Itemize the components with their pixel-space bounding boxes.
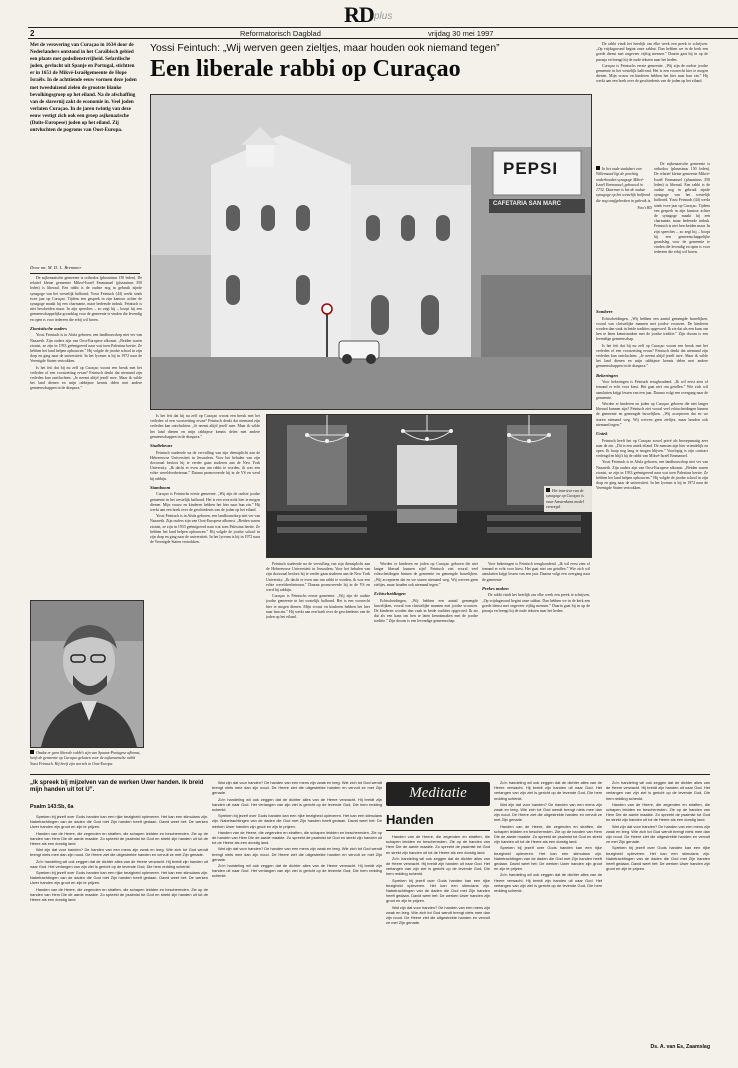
byline-rule	[30, 273, 140, 274]
bullet-icon	[546, 488, 550, 492]
meditatie-title: Handen	[386, 812, 434, 827]
body-paragraph: Curaçao is Feintuchs eerste gemeente. „Wij zijn de oudste joodse gemeente in het westelijk halfrond. Het is een voorrecht hier te mogen dienen. Mijn vrouw en kinderen hebben het hier naar hun zin.” Hij werkt aan een boek over de geschiedenis van de joden op het eiland.	[596, 63, 708, 84]
body-paragraph: Zo'n handeling wil ook zeggen dat de dichter alles van de Heere verwacht. Hij breidt zijn handen uit naar God. Het verlangen van zijn ziel is gericht op de levende God, Die hem redding schenkt.	[494, 872, 602, 894]
body-paragraph: Handen van de Heere, die zegenden en straften, die schapen leidden en beschermden. Zie op de handen van Hem Die de aarde maakte. Zo spreekt de psalmist tot God en strekt zijn handen uit tot de Heere als een dorstig land.	[212, 829, 382, 846]
interior-caption-text: Het interieur van de synagoge op Curaçao is naar Amsterdams model verzorgd.	[546, 489, 584, 509]
body-paragraph: Worden er kinderen en joden op Curaçao geboren die niet langer liberaal kunnen zijn? Feintuch ziet vooral veel echtscheidingen binnen de gemeente en gemengde huwelijken. „Wij accepteren dat en we sturen niemand weg. Wij werven geen zieltjes, maar houden ook niemand tegen.”	[374, 562, 478, 587]
page-number: 2	[30, 29, 35, 38]
body-paragraph: Wat zijn dat voor handen? De handen van een mens zijn zwak en leeg. Wie zich tot God wendt brengt niets mee dan zijn nood. De Heere ziet die uitgestrekte handen en vervult ze met Zijn genade.	[212, 846, 382, 862]
kicker: Yossi Feintuch: „Wij werven geen zieltjes, maar houden ook niemand tegen”	[150, 43, 500, 54]
body-paragraph: Yossi Feintuch is in Afula geboren, een landbouwdorp niet ver van Nazareth. Zijn ouders zijn van Oost-Europese afkomst. „Beiden waren zionist, ze zijn in 1933 geëmigreerd naar wat toen Palestina heette. Ze hebben het land helpen opbouwen.” Hij volgde de joodse school in zijn dorp en ging naar de universiteit. In het lyceum is hij in 1972 naar de Verenigde Staten vertrokken.	[150, 514, 260, 545]
body-paragraph: Wat zijn dat voor handen? De handen van een mens zijn zwak en leeg. Wie zich tot God wendt brengt niets mee dan zijn nood. De Heere ziet die uitgestrekte handen en vervult ze met Zijn genade.	[606, 823, 710, 845]
body-paragraph: Handen van de Heere, die zegenden en straften, die schapen leidden en beschermden. Zie op de handen van Hem Die de aarde maakte. Zo spreekt de psalmist tot God en strekt zijn handen uit tot de Heere als een dorstig land.	[606, 801, 710, 823]
subhead-prekes-maken: Prekes maken	[482, 585, 509, 591]
body-paragraph: Yossi Feintuch is in Afula geboren, een landbouwdorp niet ver van Nazareth. Zijn ouders zijn van Oost-Europese afkomst. „Beiden waren zionist, ze zijn in 1933 geëmigreerd naar wat toen Palestina heette. Ze hebben het land helpen opbouwen.” Hij volgde de joodse school in zijn dorp en ging naar de universiteit. In het lyceum is hij in 1972 naar de Verenigde Staten vertrokken.	[30, 333, 142, 364]
body-col-right-top	[596, 42, 708, 162]
portrait-caption	[30, 750, 142, 767]
logo-text: RD	[344, 2, 374, 27]
body-paragraph: De asjkenazische gemeente is orthodox (plusminus 150 leden). De relatief kleine gemeente Mikvé-Israël Emmanuel (plusminus 350 leden) is liberaal. Een rabbi is de oudste nog in gebruik zijnde synagoge van het westelijk halfrond. Yossi Feintuch (44) werkt sinds twee jaar op Curaçao. Tijdens een gesprek in zijn kantoor achter de synagoge maakt hij een charmante, maar bedeesde indruk. Feintuch is niet bescheiden maar. In zijn speeches – zo zegt hij – hoopt hij een gemeenschappelijke grondslag voor de gemeente te vinden die levendig en open is voor iedereen die erbij wil horen.	[30, 276, 142, 322]
body-paragraph: Voor bekeringen is Feintuch terughoudend. „Ik wil eerst zien of iemand er echt voor kiest. Het gaat niet om getallen.” Wie zich wil aansluiten krijgt lessen van een jaar. Daarna volgt een overgang naar de gemeente.	[596, 380, 708, 400]
body-paragraph: Echtscheidingen, „Wij hebben een aantal gemengde huwelijken, vooral van christelijke mannen met joodse vrouwen. De kinderen worden dan vaak in beide tradities opgevoed. Ik zie dat als een kans om hen te laten kennismaken met de joodse traditie.” Zijn droom is een levendige gemeenschap.	[596, 316, 708, 342]
logo-sub-text: plus	[374, 11, 393, 22]
body-paragraph: Spreken bij jezelf over Gods handen kan een rijke bezigheid opleveren. Het kan een stimulans zijn. Nabetrachtingen van de daden die God met Zijn handen heeft gedaan. David weet het: De werken Uwer handen zijn groot en zijn te prijzen.	[494, 845, 602, 872]
body-paragraph: Zo'n handeling wil ook zeggen dat de dichter alles van de Heere verwacht. Hij breidt zijn handen uit naar God. Het verlangen van zijn ziel is gericht op de levende God, Die hem redding schenkt.	[30, 858, 208, 869]
body-paragraph: Spreken bij jezelf over Gods handen kan een rijke bezigheid opleveren. Het kan een stimulans zijn. Nabetrachtingen van de daden die God met Zijn handen heeft gedaan. David weet het: De werken Uwer handen zijn groot en zijn te prijzen.	[606, 845, 710, 872]
body-col-center-1	[150, 414, 260, 768]
article-end-rule	[30, 774, 710, 775]
body-paragraph: Worden er kinderen en joden op Curaçao geboren die niet langer liberaal kunnen zijn? Feintuch ziet vooral veel echtscheidingen binnen de gemeente en gemengde huwelijken. „Wij accepteren dat en we sturen niemand weg. Wij werven geen zieltjes, maar houden ook niemand tegen.”	[596, 402, 708, 427]
body-paragraph: De asjkenazische gemeente is orthodox (plusminus 150 leden). De relatief kleine gemeente Mikvé-Israël Emmanuel (plusminus 350 leden) is liberaal. Een rabbi is de oudste nog in gebruik zijnde synagoge van het westelijk halfrond. Yossi Feintuch (44) werkt sinds twee jaar op Curaçao. Tijdens een gesprek in zijn kantoor achter de synagoge maakt hij een charmante, maar bedeesde indruk. Feintuch is niet bescheiden maar. In zijn speeches – zo zegt hij – hoopt hij een gemeenschappelijke grondslag voor de gemeente te vinden die levendig en open is voor iedereen die erbij wil horen.	[654, 162, 710, 255]
meditatie-title-rule	[386, 830, 490, 831]
body-paragraph: Wat zijn dat voor handen? De handen van een mens zijn zwak en leeg. Wie zich tot God wendt brengt niets mee dan zijn nood. De Heere ziet die uitgestrekte handen en vervult ze met Zijn genade.	[494, 801, 602, 823]
header-rule	[28, 27, 738, 28]
meditatie-col-2	[212, 780, 382, 1058]
body-paragraph: Handen van de Heere, die zegenden en straften, die schapen leidden en beschermden. Zie op de handen van Hem Die de aarde maakte. Zo spreekt de psalmist tot God en strekt zijn handen uit tot de Heere als een dorstig land.	[30, 886, 208, 903]
body-col-center-4	[482, 562, 590, 768]
body-col-right-mid	[596, 306, 708, 766]
body-paragraph: Handen van de Heere, die zegenden en straften, die schapen leidden en beschermden. Zie op de handen van Hem Die de aarde maakte. Zo spreekt de psalmist tot God en strekt zijn handen uit tot de Heere als een dorstig land.	[494, 823, 602, 845]
body-paragraph: Yossi Feintuch is in Afula geboren, een landbouwdorp niet ver van Nazareth. Zijn ouders zijn van Oost-Europese afkomst. „Beiden waren zionist, ze zijn in 1933 geëmigreerd naar wat toen Palestina heette. Ze hebben het land helpen opbouwen.” Hij volgde de joodse school in zijn dorp en ging naar de universiteit. In het lyceum is hij in 1972 naar de Verenigde Staten vertrokken.	[596, 460, 708, 491]
body-paragraph: Is het feit dat hij nu zelf op Curaçao woont een breuk met het verleden of een voortzetting ervan? Feintuch denkt dat niemand zijn verleden kan ontvluchten. „Je neemt altijd jezelf mee. Maar ik wilde het land dienen en mijn rabbijnse kennis delen met andere gemeenschappen in de diaspora.”	[150, 414, 260, 439]
body-paragraph: Echtscheidingen, „Wij hebben een aantal gemengde huwelijken, vooral van christelijke mannen met joodse vrouwen. De kinderen worden dan vaak in beide tradities opgevoed. Ik zie dat als een kans om hen te laten kennismaken met de joodse traditie.” Zijn droom is een levendige gemeenschap.	[374, 598, 478, 624]
meditatie-col-5	[606, 780, 710, 1038]
body-paragraph: Zo'n handeling wil ook zeggen dat de dichter alles van de Heere verwacht. Hij breidt zijn handen uit naar God. Het verlangen van zijn ziel is gericht op de levende God, Die hem redding schenkt.	[494, 780, 602, 801]
body-paragraph: Wat zijn dat voor handen? De handen van een mens zijn zwak en leeg. Wie zich tot God wendt brengt niets mee dan zijn nood. De Heere ziet die uitgestrekte handen en vervult ze met Zijn genade.	[386, 904, 490, 926]
meditatie-badge	[386, 782, 490, 806]
body-paragraph: Voor bekeringen is Feintuch terughoudend. „Ik wil eerst zien of iemand er echt voor kiest. Het gaat niet om getallen.” Wie zich wil aansluiten krijgt lessen van een jaar. Daarna volgt een overgang naar de gemeente.	[482, 562, 590, 582]
interior-photo-caption-visible	[544, 486, 592, 512]
body-paragraph: Spreken bij jezelf over Gods handen kan een rijke bezigheid opleveren. Het kan een stimulans zijn. Nabetrachtingen van de daden die God met Zijn handen heeft gedaan. David weet het: De werken Uwer handen zijn groot en zijn te prijzen.	[30, 814, 208, 830]
synagogue-caption-text: In het oude stadshart van Willemstad ligt de prachtig onderhouden synagoge Mikvé-Israël Emmanuel, gebouwd in 1732. Daarmee is het de oudste synagoge op het westelijk halfrond die nog onafgebroken in gebruik is.	[596, 167, 652, 203]
body-paragraph: Zo'n handeling wil ook zeggen dat de dichter alles van de Heere verwacht. Hij breidt zijn handen uit naar God. Het verlangen van zijn ziel is gericht op de levende God, Die hem redding schenkt.	[212, 863, 382, 879]
subhead-zionistische-ouders: Zionistische ouders	[30, 325, 67, 331]
portrait-caption-text: Omdat er geen liberale rabbi's zijn van Spaans-Portugese afkomst, heeft de gemeente op Curaçao gekozen voor de asjkenazische rabbi Yossi Feintuch. Hij heeft zijn wortels in Oost-Europa.	[30, 751, 141, 766]
subhead-uniek: Uniek	[596, 431, 608, 437]
body-paragraph: Feintuch heeft het op Curaçao zowel privé als beroepsmatig zeer naar de zin. „Dit is een uniek eiland. De mensen zijn hier vriendelijk en open. Ik hoop nog lang te mogen blijven.” Voorlopig is zijn contract verlengd en blijft hij de rabbi van Mikvé-Israël Emmanuel.	[596, 438, 708, 459]
article-intro: Met de verovering van Curaçao in 1634 door de Nederlanders ontstond in het Caraïbisch gebied een plaats met godsdienstvrijheid. Sefardische joden, gevlucht uit Spanje en Portugal, stichtten er in 1651 de Mikvé-Israëlgemeente de Hope Israëls. In de achttiende eeuw vormen deze joden met tweeduizend zielen de grootste blanke bevolkingsgroep op het eiland. Na de afschaffing van de slavernij zakt de economie in. Veel joden verlaten Curaçao. In de jaren twintig van deze eeuw vestigt zich ook een groep asjkenazische (Duits-Europese) joden op het eiland. Zij ontvluchten de pogroms van Oost-Europa.	[30, 42, 137, 134]
meditatie-author: Ds. A. van Es, Zaamslag	[650, 1044, 710, 1050]
subhead-stamboom: Stamboom	[150, 484, 171, 490]
photo-credit: Foto's RD	[637, 206, 652, 211]
subhead-studiebeurs: Studiebeurs	[150, 443, 173, 449]
body-paragraph: Spreken bij jezelf over Gods handen kan een rijke bezigheid opleveren. Het kan een stimulans zijn. Nabetrachtingen van de daden die God met Zijn handen heeft gedaan. David weet het: De werken Uwer handen zijn groot en zijn te prijzen.	[30, 870, 208, 886]
body-paragraph: De rabbi vindt het heerlijk om elke week een preek te schrijven. „Op vrijdagavond begint onze sabbat. Dan hebben we in de kerk een goede dienst met ongeveer vijftig mensen.” Daarin gaat hij in op de parasja en brengt hij de oude teksten naar het heden.	[482, 593, 590, 614]
body-col-left	[30, 276, 142, 594]
body-paragraph: Zo'n handeling wil ook zeggen dat de dichter alles van de Heere verwacht. Hij breidt zijn handen uit naar God. Het verlangen van zijn ziel is gericht op de levende God, Die hem redding schenkt.	[212, 796, 382, 813]
body-paragraph: Curaçao is Feintuchs eerste gemeente. „Wij zijn de oudste joodse gemeente in het westelijk halfrond. Het is een voorrecht hier te mogen dienen. Mijn vrouw en kinderen hebben het hier naar hun zin.” Hij werkt aan een boek over de geschiedenis van de joden op het eiland.	[266, 594, 370, 620]
paper-name: Reformatorisch Dagblad	[240, 29, 321, 38]
synagogue-photo	[150, 94, 592, 410]
subhead-echtscheidingen: Echtscheidingen	[374, 591, 406, 597]
pepsi-sign: PEPSI	[503, 159, 559, 178]
body-paragraph: Wat zijn dat voor handen? De handen van een mens zijn zwak en leeg. Wie zich tot God wendt brengt niets mee dan zijn nood. De Heere ziet die uitgestrekte handen en vervult ze met Zijn genade.	[30, 847, 208, 858]
cafetaria-sign: CAFETARIA SAN MARC	[493, 201, 561, 207]
verse-ref: Psalm 143:5b, 6a	[30, 804, 74, 810]
meditatie-col-3	[386, 834, 490, 1058]
subhead-sombere: Sombere	[596, 309, 613, 314]
bullet-icon	[30, 750, 34, 754]
portrait-photo	[30, 600, 144, 748]
byline: Door mr. M. D. L. Bremmer	[30, 265, 82, 270]
header-rule-bottom	[28, 38, 738, 39]
body-paragraph: Feintuch studeerde na de vervulling van zijn dienstplicht aan de Hebreeuwse Universiteit in Jeruzalem. Voor het behalen van zijn doctoraal besloot hij te verder gaan studeren aan de New York University. „Ik dacht er even aan om rabbi te worden, ik was een echte wereldverbeteraar.” Daarna promoveerde hij in de VS en werd hij rabbijn.	[150, 450, 260, 481]
synagogue-caption	[596, 166, 652, 211]
body-paragraph: Handen van de Heere, die zegenden en straften, die schapen leidden en beschermden. Zie op de handen van Hem Die de aarde maakte. Zo spreekt de psalmist tot God en strekt zijn handen uit tot de Heere als een dorstig land.	[386, 834, 490, 855]
body-paragraph: Wat zijn dat voor handen? De handen van een mens zijn zwak en leeg. Wie zich tot God wendt brengt niets mee dan zijn nood. De Heere ziet die uitgestrekte handen en vervult ze met Zijn genade.	[212, 780, 382, 796]
body-paragraph: Curaçao is Feintuchs eerste gemeente. „Wij zijn de oudste joodse gemeente in het westelijk halfrond. Het is een voorrecht hier te mogen dienen. Mijn vrouw en kinderen hebben het hier naar hun zin.” Hij werkt aan een boek over de geschiedenis van de joden op het eiland.	[150, 492, 260, 513]
body-paragraph: Handen van de Heere, die zegenden en straften, die schapen leidden en beschermden. Zie op de handen van Hem Die de aarde maakte. Zo spreekt de psalmist tot God en strekt zijn handen uit tot de Heere als een dorstig land.	[30, 830, 208, 847]
body-paragraph: Feintuch studeerde na de vervulling van zijn dienstplicht aan de Hebreeuwse Universiteit in Jeruzalem. Voor het behalen van zijn doctoraal besloot hij te verder gaan studeren aan de New York University. „Ik dacht er even aan om rabbi te worden, ik was een echte wereldverbeteraar.” Daarna promoveerde hij in de VS en werd hij rabbijn.	[266, 562, 370, 593]
meditatie-badge-text: Meditatie	[409, 785, 467, 801]
body-paragraph: Spreken bij jezelf over Gods handen kan een rijke bezigheid opleveren. Het kan een stimulans zijn. Nabetrachtingen van de daden die God met Zijn handen heeft gedaan. David weet het: De werken Uwer handen zijn groot en zijn te prijzen.	[386, 877, 490, 904]
body-paragraph: Zo'n handeling wil ook zeggen dat de dichter alles van de Heere verwacht. Hij breidt zijn handen uit naar God. Het verlangen van zijn ziel is gericht op de levende God, Die hem redding schenkt.	[386, 855, 490, 877]
masthead-logo	[344, 4, 402, 26]
body-paragraph: Is het feit dat hij nu zelf op Curaçao woont een breuk met het verleden of een voortzetting ervan? Feintuch denkt dat niemand zijn verleden kan ontvluchten. „Je neemt altijd jezelf mee. Maar ik wilde het land dienen en mijn rabbijnse kennis delen met andere gemeenschappen in de diaspora.”	[30, 365, 142, 391]
meditatie-col-4	[494, 780, 602, 1058]
body-col-center-2	[266, 562, 370, 768]
body-col-center-3	[374, 562, 478, 768]
body-paragraph: Spreken bij jezelf over Gods handen kan een rijke bezigheid opleveren. Het kan een stimulans zijn. Nabetrachtingen van de daden die God met Zijn handen heeft gedaan. David weet het: De werken Uwer handen zijn groot en zijn te prijzen.	[212, 813, 382, 829]
meditatie-col-1	[30, 814, 208, 1058]
body-paragraph: Zo'n handeling wil ook zeggen dat de dichter alles van de Heere verwacht. Hij breidt zijn handen uit naar God. Het verlangen van zijn ziel is gericht op de levende God, Die hem redding schenkt.	[606, 780, 710, 801]
headline: Een liberale rabbi op Curaçao	[150, 56, 461, 82]
bullet-icon	[596, 166, 600, 170]
body-col-right	[654, 162, 710, 302]
subhead-bekeringen: Bekeringen	[596, 372, 618, 378]
verse-title: „Ik spreek bij mijzelven van de werken Uwer handen. Ik breid mijn handen uit tot U”.	[30, 780, 204, 794]
body-paragraph: De rabbi vindt het heerlijk om elke week een preek te schrijven. „Op vrijdagavond begint onze sabbat. Dan hebben we in de kerk een goede dienst met ongeveer vijftig mensen.” Daarin gaat hij in op de parasja en brengt hij de oude teksten naar het heden.	[596, 42, 708, 62]
body-paragraph: Is het feit dat hij nu zelf op Curaçao woont een breuk met het verleden of een voortzetting ervan? Feintuch denkt dat niemand zijn verleden kan ontvluchten. „Je neemt altijd jezelf mee. Maar ik wilde het land dienen en mijn rabbijnse kennis delen met andere gemeenschappen in de diaspora.”	[596, 343, 708, 369]
issue-date: vrijdag 30 mei 1997	[428, 29, 494, 38]
